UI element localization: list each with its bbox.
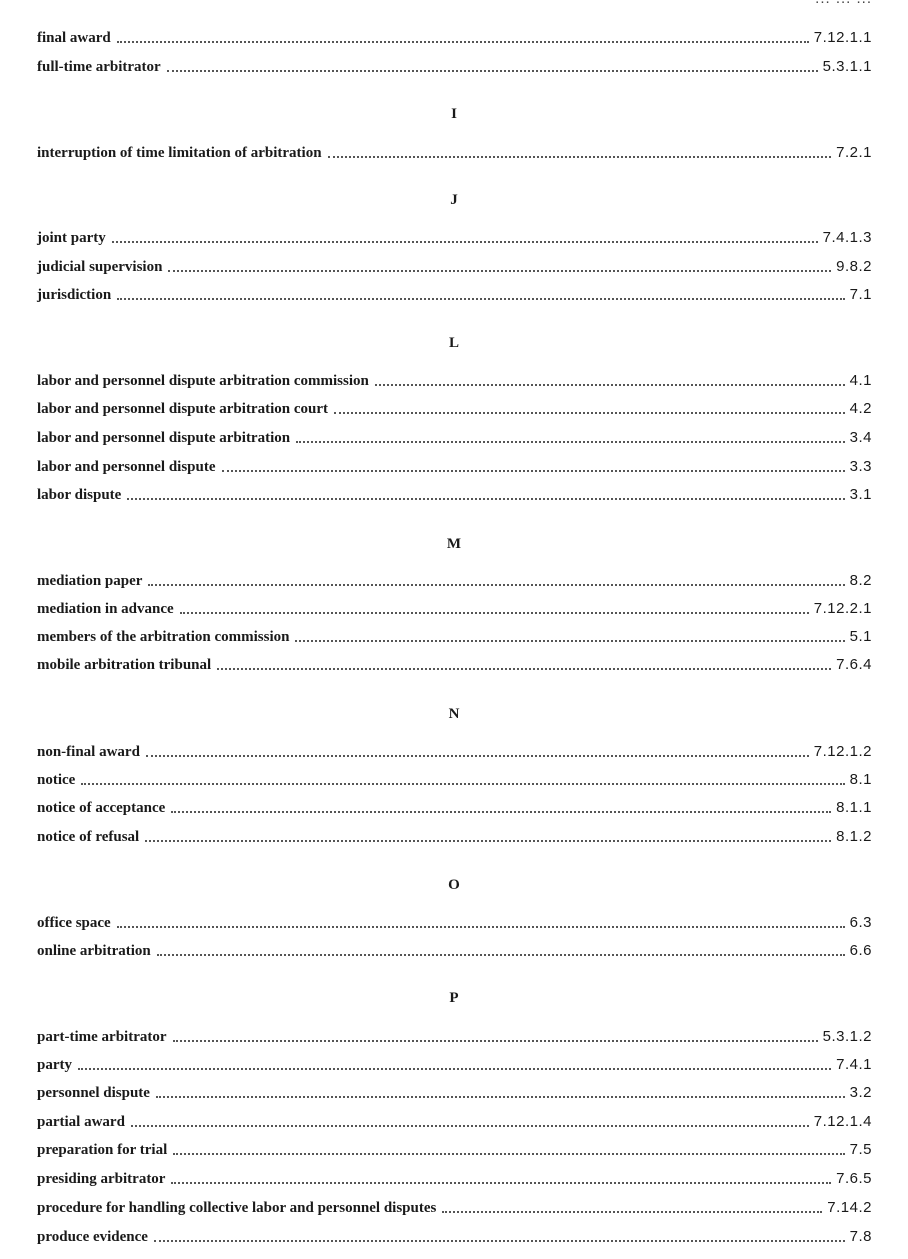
clause-reference: 3.2	[849, 1084, 872, 1101]
section-letter-heading: P	[449, 990, 459, 1006]
dot-leader	[117, 41, 809, 43]
clause-reference: 7.6.4	[836, 656, 872, 673]
dot-leader	[171, 811, 831, 813]
section-letter-heading: L	[448, 335, 459, 351]
clause-reference: 4.2	[849, 400, 872, 417]
clause-reference: 7.1	[849, 286, 872, 303]
dot-leader	[173, 1040, 818, 1042]
index-term: non-final award	[37, 744, 140, 760]
dot-leader	[375, 384, 845, 386]
dot-leader	[296, 441, 845, 443]
index-term: labor and personnel dispute arbitration	[37, 430, 291, 446]
clause-reference: 7.8	[849, 1228, 872, 1245]
index-entry	[37, 1024, 872, 1046]
dot-leader	[154, 1240, 845, 1242]
dot-leader	[295, 640, 844, 642]
index-entry	[37, 482, 872, 504]
dot-leader	[117, 298, 844, 300]
dot-leader	[127, 498, 844, 500]
index-entry	[37, 568, 872, 590]
index-term: labor dispute	[37, 487, 122, 503]
index-entry	[37, 795, 872, 817]
clause-reference: 3.1	[849, 486, 872, 503]
dot-leader	[171, 1182, 831, 1184]
index-entry	[37, 596, 872, 618]
clause-reference: 5.3.1.1	[822, 58, 872, 75]
index-entry	[37, 54, 872, 76]
dot-leader	[156, 1096, 845, 1098]
index-entry	[37, 1195, 872, 1217]
index-entry	[37, 225, 872, 247]
index-entry	[37, 767, 872, 789]
clause-reference: 7.12.2.1	[813, 600, 872, 617]
dot-leader	[222, 470, 845, 472]
index-entry	[37, 396, 872, 418]
clause-reference: 6.3	[849, 914, 872, 931]
index-term: notice of refusal	[37, 829, 140, 845]
index-term: part-time arbitrator	[37, 1029, 167, 1045]
index-term: mediation paper	[37, 573, 143, 589]
dot-leader	[117, 926, 845, 928]
dot-leader	[167, 70, 818, 72]
section-letter-heading: J	[450, 192, 458, 208]
index-entry	[37, 624, 872, 646]
dot-leader	[157, 954, 845, 956]
clause-reference: 7.12.1.4	[813, 1113, 872, 1130]
clause-reference: 7.12.1.2	[813, 743, 872, 760]
dot-leader	[442, 1211, 822, 1213]
index-term: full-time arbitrator	[37, 59, 161, 75]
index-term: interruption of time limitation of arbitration	[37, 145, 322, 161]
index-term: procedure for handling collective labor and personnel disputes	[37, 1200, 437, 1216]
index-entry	[37, 910, 872, 932]
index-entry	[37, 1137, 872, 1159]
clause-reference: 5.3.1.2	[822, 1028, 872, 1045]
clause-reference: 7.12.1.1	[813, 29, 872, 46]
dot-leader	[81, 783, 844, 785]
dot-leader	[217, 668, 831, 670]
clause-reference: 7.14.2	[827, 1199, 872, 1216]
index-term: notice of acceptance	[37, 800, 166, 816]
index-term: labor and personnel dispute arbitration court	[37, 401, 328, 417]
dot-leader	[173, 1153, 844, 1155]
dot-leader	[131, 1125, 809, 1127]
index-entry	[37, 824, 872, 846]
section-letter-heading: I	[451, 106, 457, 122]
index-entry	[37, 1052, 872, 1074]
section-letter-heading: O	[448, 877, 460, 893]
index-entry	[37, 425, 872, 447]
index-entry	[37, 1166, 872, 1188]
clause-reference: 4.1	[849, 372, 872, 389]
section-letter-heading: N	[448, 706, 460, 722]
index-term: labor and personnel dispute	[37, 459, 216, 475]
index-entry	[37, 454, 872, 476]
index-term: personnel dispute	[37, 1085, 150, 1101]
clause-reference: 9.8.2	[836, 258, 872, 275]
section-letter-heading: M	[446, 536, 462, 552]
dot-leader	[145, 840, 831, 842]
index-entry	[37, 254, 872, 276]
dot-leader	[112, 241, 818, 243]
clause-reference: 5.1	[849, 628, 872, 645]
index-term: joint party	[37, 230, 106, 246]
clause-reference: 8.1	[849, 771, 872, 788]
dot-leader	[334, 412, 845, 414]
clause-reference: 8.2	[849, 572, 872, 589]
index-term: preparation for trial	[37, 1142, 168, 1158]
dot-leader	[78, 1068, 831, 1070]
dot-leader	[168, 270, 831, 272]
dot-leader	[328, 156, 832, 158]
page-header-fragment	[815, 0, 872, 7]
clause-reference: 7.4.1	[836, 1056, 872, 1073]
index-term: members of the arbitration commission	[37, 629, 290, 645]
index-entry	[37, 1080, 872, 1102]
clause-reference: 7.4.1.3	[822, 229, 872, 246]
index-entry	[37, 282, 872, 304]
index-term: final award	[37, 30, 111, 46]
clause-reference: 3.3	[849, 458, 872, 475]
clause-reference: 8.1.2	[836, 828, 872, 845]
index-term: office space	[37, 915, 111, 931]
clause-reference: 7.2.1	[836, 144, 872, 161]
clause-reference: 7.5	[849, 1141, 872, 1158]
index-entry	[37, 368, 872, 390]
index-term: partial award	[37, 1114, 125, 1130]
index-entry	[37, 1224, 872, 1246]
dot-leader	[148, 584, 844, 586]
index-term: labor and personnel dispute arbitration commission	[37, 373, 369, 389]
clause-reference: 8.1.1	[836, 799, 872, 816]
index-entry	[37, 25, 872, 47]
index-term: mobile arbitration tribunal	[37, 657, 212, 673]
index-term: mediation in advance	[37, 601, 174, 617]
index-term: online arbitration	[37, 943, 151, 959]
index-term: notice	[37, 772, 76, 788]
index-term: produce evidence	[37, 1229, 148, 1245]
index-term: jurisdiction	[37, 287, 112, 303]
clause-reference: 7.6.5	[836, 1170, 872, 1187]
index-entry	[37, 140, 872, 162]
index-term: presiding arbitrator	[37, 1171, 166, 1187]
index-entry	[37, 652, 872, 674]
index-term: party	[37, 1057, 72, 1073]
index-entry	[37, 739, 872, 761]
dot-leader	[180, 612, 809, 614]
dot-leader	[146, 755, 809, 757]
clause-reference: 3.4	[849, 429, 872, 446]
clause-reference: 6.6	[849, 942, 872, 959]
index-entry	[37, 1109, 872, 1131]
index-term: judicial supervision	[37, 259, 163, 275]
index-entry	[37, 938, 872, 960]
